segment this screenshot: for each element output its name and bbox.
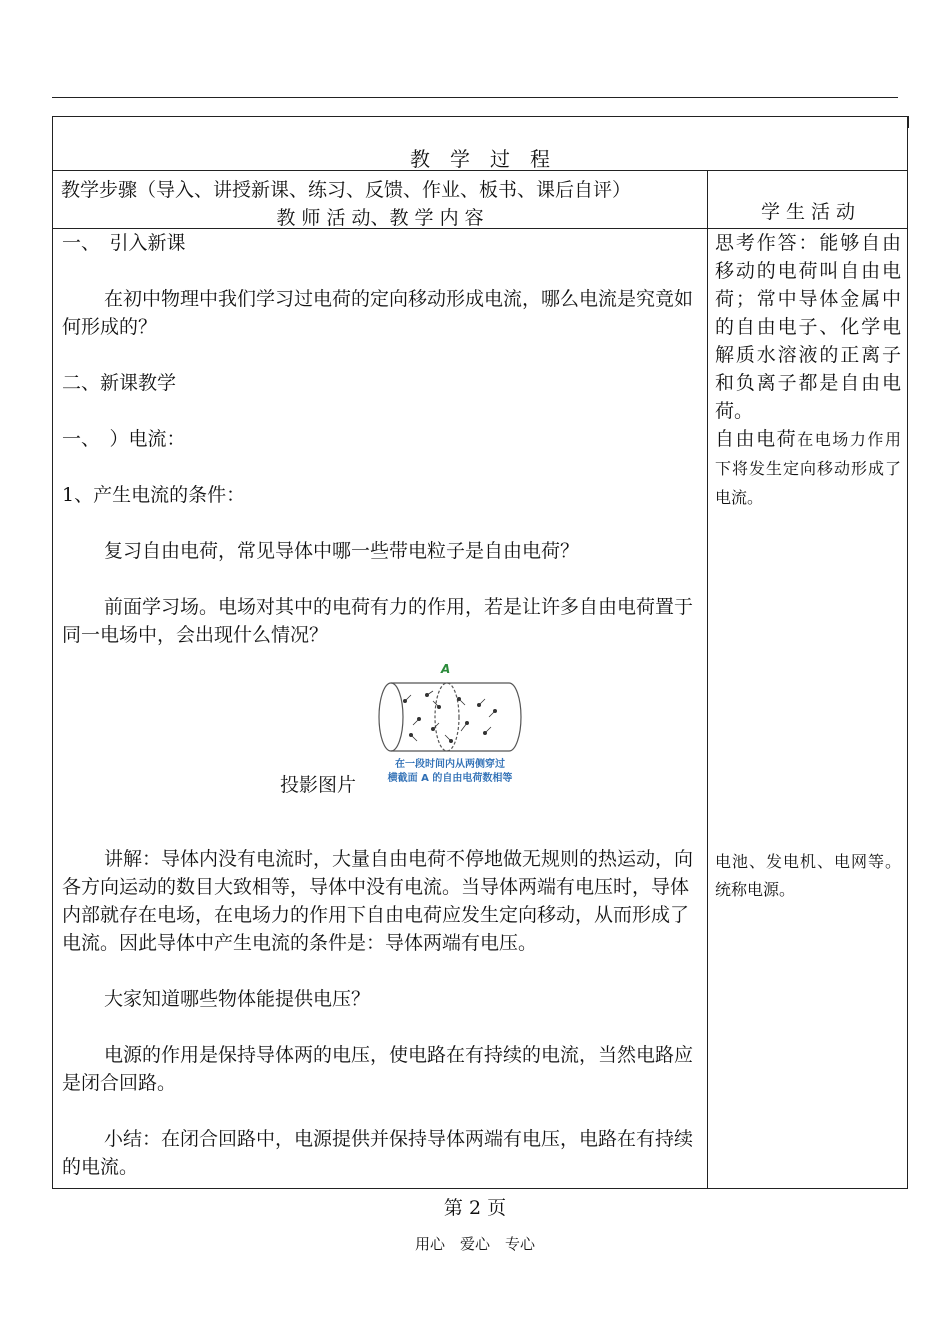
table-title: 教 学 过 程 bbox=[410, 147, 550, 171]
section-new-lesson: 二、新课教学 bbox=[62, 372, 177, 394]
header-rule bbox=[52, 97, 898, 98]
side-answer: 思考作答：能够自由移动的电荷叫自由电荷；常中导体金属中的自由电子、化学电解质水溶液的正离子和负离子都是自由电荷。 bbox=[715, 232, 901, 422]
table-title-row bbox=[53, 117, 907, 171]
paragraph-source: 电源的作用是保持导体两的电压，使电路在有持续的电流，当然电路应是闭合回路。 bbox=[62, 1044, 694, 1094]
section-current: 一、 ）电流： bbox=[62, 428, 186, 450]
frame-tick bbox=[908, 116, 909, 128]
lesson-table bbox=[52, 116, 908, 1189]
paragraph-intro: 在初中物理中我们学习过电荷的定向移动形成电流，哪么电流是究竟如何形成的？ bbox=[62, 288, 694, 338]
header-steps: 教学步骤（导入、讲授新课、练习、反馈、作业、板书、课后自评） bbox=[61, 179, 632, 201]
page-number: 第 2 页 bbox=[443, 1197, 507, 1219]
paragraph-field: 前面学习场。电场对其中的电荷有力的作用，若是让许多自由电荷置于同一电场中，会出现什么情况？ bbox=[62, 596, 694, 646]
side-free-charge: 自由电荷 bbox=[715, 428, 798, 450]
figure-label: A bbox=[441, 662, 451, 676]
header-student-activity: 学 生 活 动 bbox=[760, 201, 856, 223]
section-intro: 一、 引入新课 bbox=[62, 232, 186, 254]
paragraph-explain: 讲解：导体内没有电流时，大量自由电荷不停地做无规则的热运动，向各方向运动的数目大致相等，导体中没有电流。当导体两端有电压时，导体内部就存在电场，在电场力的作用下自由电荷应发生定向移动，从而形成了电流。因此导体中产生电流的条件是：导体两端有电压。 bbox=[62, 848, 694, 954]
student-activity bbox=[715, 229, 901, 904]
section-conditions: 1、产生电流的条件： bbox=[62, 484, 246, 506]
conductor-figure bbox=[375, 661, 525, 785]
table-header-row bbox=[53, 171, 907, 229]
figure-caption: 投影图片 bbox=[280, 774, 357, 796]
side-power-sources: 电池、发电机、电网等。统称电源。 bbox=[715, 852, 901, 899]
column-divider bbox=[707, 171, 708, 1188]
header-teacher-activity: 教 师 活 动、教 学 内 容 bbox=[276, 207, 484, 229]
figure-text-2: 横截面 A 的自由电荷数相等 bbox=[387, 773, 513, 784]
paragraph-summary: 小结：在闭合回路中，电源提供并保持导体两端有电压，电路在有持续的电流。 bbox=[62, 1128, 694, 1178]
paragraph-question: 大家知道哪些物体能提供电压？ bbox=[104, 988, 371, 1010]
figure-text-1: 在一段时间内从两侧穿过 bbox=[395, 759, 505, 770]
paragraph-review: 复习自由电荷，常见导体中哪一些带电粒子是自由电荷？ bbox=[104, 540, 580, 562]
footer-motto: 用心 爱心 专心 bbox=[414, 1235, 535, 1253]
side-free-charge-desc: 在电场力作用下将发生定向移动形成了电流。 bbox=[715, 430, 901, 507]
